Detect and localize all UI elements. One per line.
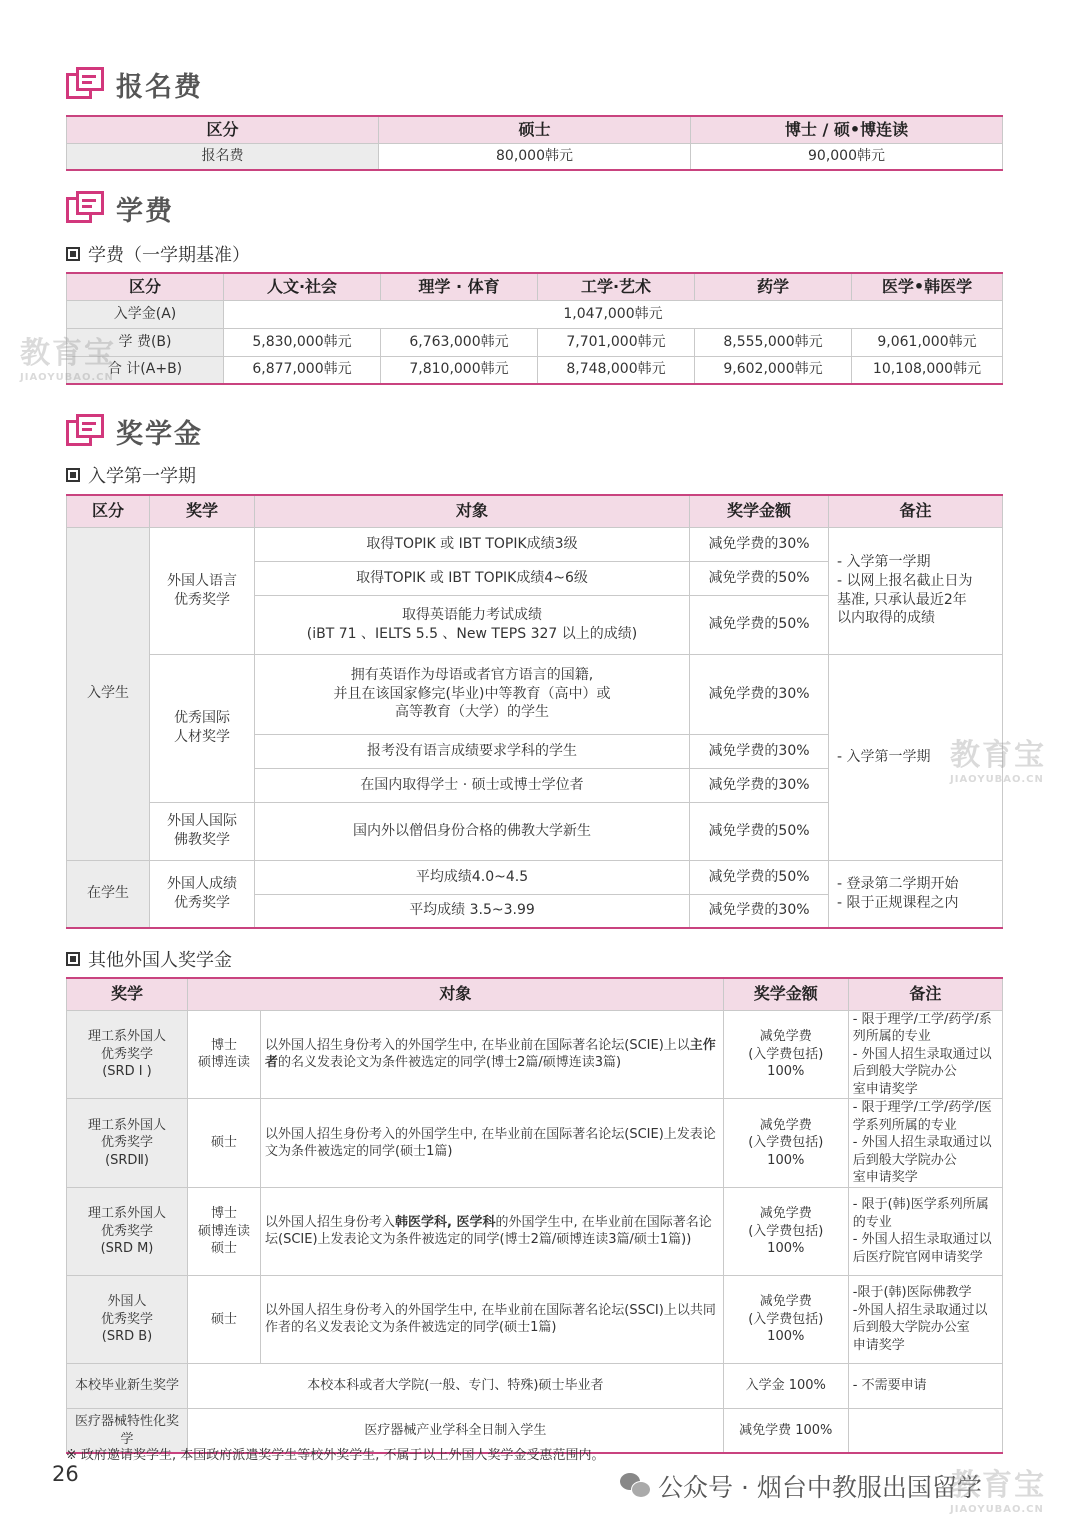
wechat-icon (620, 1473, 650, 1499)
subtitle-tuition: 学费（一学期基准） (66, 241, 250, 267)
section-title-fee: 报名费 (66, 64, 203, 104)
table-cell: - 限于(韩)医学系列所属的专业 - 外国人招生录取通过以后医疗院官网申请奖学 (848, 1187, 1002, 1275)
table-cell: 学 费(B) (67, 328, 224, 356)
table-cell: 硕士 (188, 1275, 261, 1363)
table-header: 备注 (829, 495, 1003, 527)
table-cell: 本校本科或者大学院(一般、专门、特殊)硕士毕业者 (188, 1363, 724, 1408)
table-cell: 报考没有语言成绩要求学科的学生 (255, 734, 690, 768)
table-header: 工学·艺术 (538, 273, 695, 300)
table-header: 奖学 (67, 978, 188, 1010)
wechat-account: 公众号 · 烟台中教服出国留学 (620, 1468, 982, 1504)
table-header: 区分 (67, 116, 379, 143)
table-cell: 外国人国际 佛教奖学 (150, 802, 255, 860)
table-cell (848, 1408, 1002, 1453)
table-header: 奖学 (150, 495, 255, 527)
table-header: 奖学金额 (690, 495, 829, 527)
table-cell: 以外国人招生身份考入的外国学生中, 在毕业前在国际著名论坛(SCIE)上发表论文为条件被选定的同学(硕士1篇) (261, 1099, 724, 1188)
table-cell: 减免学费的50% (690, 595, 829, 654)
table-cell: 7,701,000韩元 (538, 328, 695, 356)
table-cell: 减免学费的30% (690, 654, 829, 734)
table-cell: 5,830,000韩元 (224, 328, 381, 356)
square-bullet-icon (66, 468, 80, 482)
table-cell: - 限于理学/工学/药学/医学系列所属的专业 - 外国人招生录取通过以后到般大学院办公 室申请奖学 (848, 1099, 1002, 1188)
table-header: 博士 / 硕•博连读 (691, 116, 1003, 143)
table-cell: 减免学费 (入学费包括) 100% (723, 1099, 848, 1188)
table-header: 奖学金额 (723, 978, 848, 1010)
table-cell: 取得英语能力考试成绩 (iBT 71 、IELTS 5.5 、New TEPS 327 以上的成绩) (255, 595, 690, 654)
table-header: 医学•韩医学 (852, 273, 1003, 300)
table-cell: 理工系外国人 优秀奖学 (SRD M) (67, 1187, 188, 1275)
table-cell: 取得TOPIK 或 IBT TOPIK成绩3级 (255, 527, 690, 561)
table-cell: 以外国人招生身份考入的外国学生中, 在毕业前在国际著名论坛(SCIE)上以主作者的名义发表论文为条件被选定的同学(博士2篇/硕博连读3篇) (261, 1010, 724, 1099)
section-icon (66, 67, 106, 101)
table-cell: 减免学费的50% (690, 561, 829, 595)
page-number: 26 (52, 1462, 79, 1486)
table-cell: 博士 硕博连读 硕士 (188, 1187, 261, 1275)
table-cell: 外国人成绩 优秀奖学 (150, 860, 255, 928)
table-header: 硕士 (379, 116, 691, 143)
tuition-table (66, 272, 1003, 385)
table-cell: 8,555,000韩元 (695, 328, 852, 356)
table-cell: 合 计(A+B) (67, 356, 224, 384)
table-cell: 入学生 (67, 527, 150, 860)
table-cell: - 登录第二学期开始 - 限于正规课程之内 (829, 860, 1003, 928)
table-cell: 减免学费的50% (690, 860, 829, 894)
fee-table (66, 115, 1003, 171)
table-header: 理学 · 体育 (381, 273, 538, 300)
table-header: 区分 (67, 273, 224, 300)
table-cell: 平均成绩4.0~4.5 (255, 860, 690, 894)
table-cell: 减免学费 100% (723, 1408, 848, 1453)
table-cell: 报名费 (67, 143, 379, 170)
table-cell: 7,810,000韩元 (381, 356, 538, 384)
table-cell: 8,748,000韩元 (538, 356, 695, 384)
table-header: 对象 (188, 978, 724, 1010)
first-semester-scholarship-table (66, 494, 1003, 929)
table-cell: 1,047,000韩元 (224, 300, 1003, 328)
table-cell: 6,763,000韩元 (381, 328, 538, 356)
table-cell: 10,108,000韩元 (852, 356, 1003, 384)
table-cell: 90,000韩元 (691, 143, 1003, 170)
section-icon (66, 414, 106, 448)
table-header: 人文·社会 (224, 273, 381, 300)
footnote: ※ 政府邀请奖学生, 本国政府派遣奖学生等校外奖学生, 不属于以上外国人奖学金受惠范围内。 (66, 1448, 605, 1463)
table-cell: - 限于理学/工学/药学/系列所属的专业 - 外国人招生录取通过以后到般大学院办公 室申请奖学 (848, 1010, 1002, 1099)
table-cell: 优秀国际 人材奖学 (150, 654, 255, 802)
subtitle-other-scholarship: 其他外国人奖学金 (66, 946, 232, 972)
watermark: 教育宝 JIAOYUBAO.CN (950, 738, 1046, 785)
table-cell: 9,602,000韩元 (695, 356, 852, 384)
other-scholarship-table (66, 977, 1003, 1454)
watermark: 教育宝 JIAOYUBAO.CN (950, 1468, 1046, 1515)
table-cell: 外国人语言 优秀奖学 (150, 527, 255, 654)
section-title-scholarship: 奖学金 (66, 411, 203, 451)
table-cell: 减免学费 (入学费包括) 100% (723, 1275, 848, 1363)
table-cell: 硕士 (188, 1099, 261, 1188)
table-cell: 入学金(A) (67, 300, 224, 328)
table-cell: 减免学费的50% (690, 802, 829, 860)
table-cell: 在学生 (67, 860, 150, 928)
table-cell: 理工系外国人 优秀奖学 (SRDⅡ) (67, 1099, 188, 1188)
table-cell: 减免学费的30% (690, 527, 829, 561)
table-cell: 减免学费的30% (690, 894, 829, 928)
table-cell: 博士 硕博连读 (188, 1010, 261, 1099)
table-cell: 9,061,000韩元 (852, 328, 1003, 356)
table-cell: 拥有英语作为母语或者官方语言的国籍, 并且在该国家修完(毕业)中等教育（高中）或 高等教育（大学）的学生 (255, 654, 690, 734)
table-header: 区分 (67, 495, 150, 527)
table-cell: 以外国人招生身份考入的外国学生中, 在毕业前在国际著名论坛(SSCI)上以共同 作者的名义发表论文为条件被选定的同学(硕士1篇) (261, 1275, 724, 1363)
subtitle-first-semester: 入学第一学期 (66, 462, 196, 488)
table-cell: 理工系外国人 优秀奖学 (SRD I ) (67, 1010, 188, 1099)
square-bullet-icon (66, 247, 80, 261)
table-cell: 减免学费的30% (690, 734, 829, 768)
table-cell: - 不需要申请 (848, 1363, 1002, 1408)
table-cell: 国内外以僧侣身份合格的佛教大学新生 (255, 802, 690, 860)
table-cell: 平均成绩 3.5~3.99 (255, 894, 690, 928)
table-cell: 以外国人招生身份考入韩医学科, 医学科的外国学生中, 在毕业前在国际著名论坛(SCIE)上发表论文为条件被选定的同学(博士2篇/硕博连读3篇/硕士1篇)) (261, 1187, 724, 1275)
table-cell: 减免学费 (入学费包括) 100% (723, 1010, 848, 1099)
table-cell: 入学金 100% (723, 1363, 848, 1408)
table-cell: 在国内取得学士 · 硕士或博士学位者 (255, 768, 690, 802)
table-cell: - 入学第一学期 - 以网上报名截止日为 基准, 只承认最近2年 以内取得的成绩 (829, 527, 1003, 654)
table-header: 药学 (695, 273, 852, 300)
table-header: 对象 (255, 495, 690, 527)
table-cell: 医疗器械产业学科全日制入学生 (188, 1408, 724, 1453)
section-icon (66, 191, 106, 225)
square-bullet-icon (66, 952, 80, 966)
table-cell: 80,000韩元 (379, 143, 691, 170)
table-cell: 6,877,000韩元 (224, 356, 381, 384)
section-title-tuition: 学费 (66, 188, 174, 228)
table-cell: -限于(韩)医际佛教学 -外国人招生录取通过以后到般大学院办公室 申请奖学 (848, 1275, 1002, 1363)
table-cell: 医疗器械特性化奖学 (67, 1408, 188, 1453)
table-cell: 本校毕业新生奖学 (67, 1363, 188, 1408)
table-cell: 减免学费的30% (690, 768, 829, 802)
table-cell: 减免学费 (入学费包括) 100% (723, 1187, 848, 1275)
watermark: 教育宝 JIAOYUBAO.CN (20, 336, 116, 383)
table-cell: 取得TOPIK 或 IBT TOPIK成绩4~6级 (255, 561, 690, 595)
table-cell: 外国人 优秀奖学 (SRD B) (67, 1275, 188, 1363)
table-cell: - 入学第一学期 (829, 654, 1003, 860)
table-header: 备注 (848, 978, 1002, 1010)
